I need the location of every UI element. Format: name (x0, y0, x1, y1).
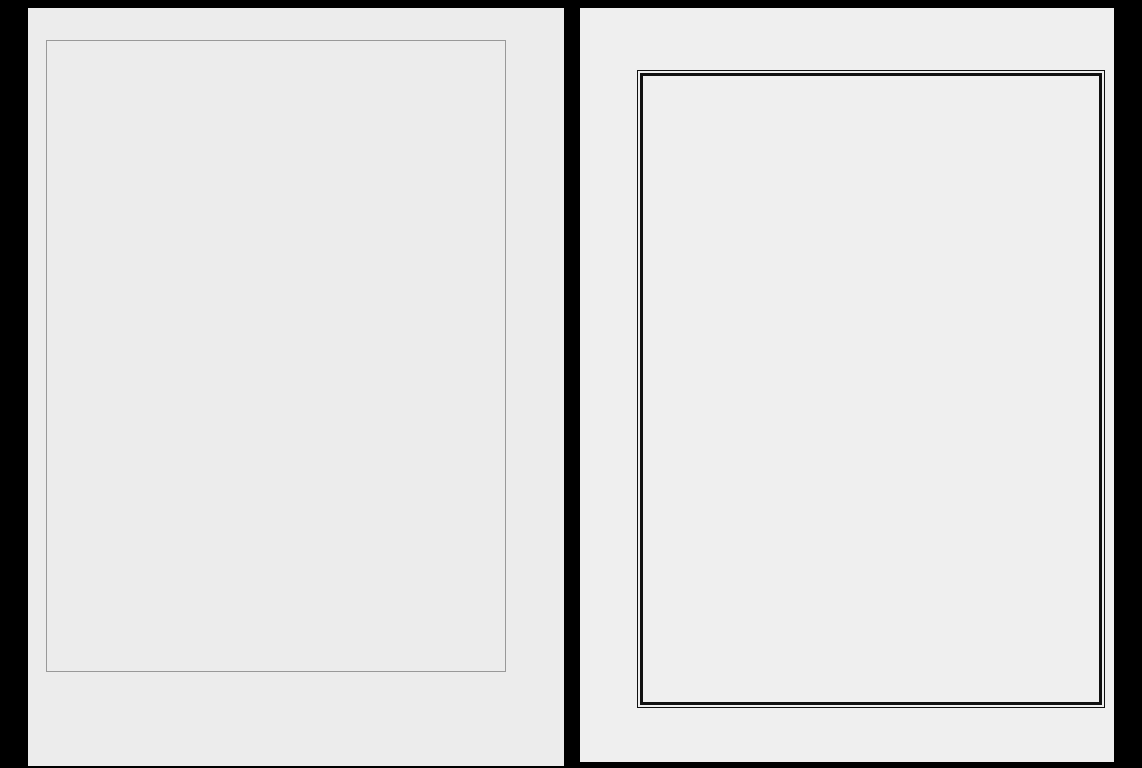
left-page (28, 8, 564, 766)
right-page (580, 8, 1114, 762)
charts-svg (643, 76, 1099, 702)
page-frame (46, 40, 506, 672)
chart-frame (640, 73, 1102, 705)
